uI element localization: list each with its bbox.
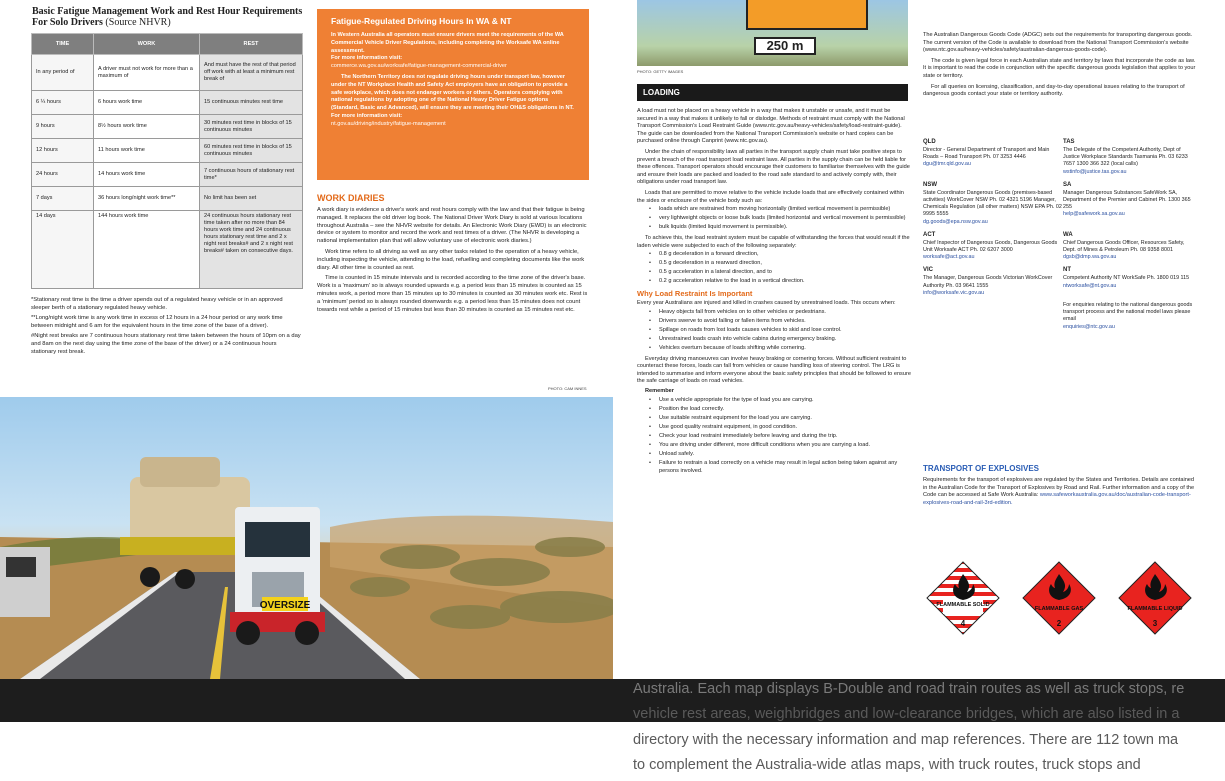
agency-text: State Coordinator Dangerous Goods (premises-based activities) WorkCover NSW Ph. 02 4321 5196 Manager, Chemicals Regulation (all other matters) NSW EPA Ph. 02 9995 5555 (923, 189, 1062, 218)
agency-email-link[interactable]: dgu@tmr.qld.gov.au (923, 161, 971, 168)
sign-board (746, 0, 868, 30)
hazard-class: 4 (960, 619, 966, 628)
wa-link[interactable]: commerce.wa.gov.au/worksafe/fatigue-management-commercial-driver (331, 63, 507, 70)
explosives-title: TRANSPORT OF EXPLOSIVES (923, 464, 1040, 473)
footnote: **Long/night work time is any work time in excess of 12 hours in a 24 hour period or any work time between midnight and 6 am for the equivalent hours in the time zone of the base of a driver). (31, 315, 283, 329)
table-cell: 36 hours long/night work time** (94, 187, 200, 211)
body-text-line: vehicle rest areas, weighbridges and low-clearance bridges, which are also listed in a (633, 706, 1180, 722)
work-diaries-paragraph: Work time refers to all driving as well as any other tasks related to the operation of a heavy vehicle, including inspecting the vehicle, attending to the load, refuelling and completing documents like the work diary. All other time is counted as rest. (317, 248, 585, 271)
agency-vic (923, 266, 1063, 297)
agency-email-link[interactable]: info@worksafe.vic.gov.au (923, 289, 985, 296)
flammable-gas-icon (1021, 560, 1097, 636)
agency-email-link[interactable]: enquiries@ntc.gov.au (1063, 323, 1115, 330)
work-diaries-paragraph: Time is counted in 15 minute intervals and is recorded according to the time zone of the driver's base. Work is a 'maximum' so is always rounded upwards e.g. a period less than 15 minutes is counted as 15 minutes work, a period more than 15 minutes up to 30 minutes is counted as 30 minutes work etc. Rest is a 'minimum' period so is always rounded downwards e.g. a period less than 15 minutes does not count towards rest while a period of 15 minutes but less than 30 minutes is counted as 15 minutes rest etc. (317, 275, 588, 313)
fatigue-subtitle: For Solo Drivers (32, 17, 103, 28)
table-row (32, 139, 303, 163)
hazard-label: FLAMMABLE LIQUID (1127, 606, 1183, 612)
agency-act (923, 231, 1063, 262)
table-cell: 144 hours work time (94, 211, 200, 289)
list-item: • Use good quality restraint equipment, in good condition. (637, 424, 911, 432)
body-text-line: directory with the necessary information and map references. There are 112 town ma (633, 732, 1179, 748)
loading-paragraph: Loads that are permitted to move relative to the vehicle include loads that are effectively contained within the sides or enclosure of the vehicle body such as: (637, 189, 904, 204)
column-header: TIME (32, 34, 94, 55)
fatigue-table (31, 33, 303, 289)
list-item: • 0.5 g acceleration in a lateral direction, and to (637, 269, 911, 277)
fatigue-source: (Source NHVR) (105, 17, 171, 28)
sign-distance: 250 m (754, 37, 816, 55)
wa-nt-paragraph: In Western Australia all operators must ensure drivers meet the requirements of the WA Commercial Vehicle Driver Regulations, including completing the Worksafe WA online assessment. (331, 32, 564, 54)
table-row (32, 187, 303, 211)
table-cell: 60 minutes rest time in blocks of 15 continuous minutes (200, 139, 303, 163)
footnote: *Stationary rest time is the time a driver spends out of a regulated heavy vehicle or in an approved sleeper berth of a stationary regulated heavy vehicle. (31, 297, 283, 311)
loading-paragraph: Under the chain of responsibility laws all parties in the transport supply chain must take positive steps to prevent a breach of the road transport load restraint laws. All parties in the supply chain can be held liable for these offences. Transport operators should encourage their customers to familiarise themselves with the guide and ensure their loads are packed and loaded to the road safe standard to and actively comply with, their obligations under road transport law. (637, 148, 910, 186)
adgc-paragraph: The code is given legal force in each Australian state and territory by laws that incorporate the code as law. It is important to read the code in conjunction with the specific dangerous goods legislation that applies to your state or territory. (923, 57, 1196, 79)
flammable-solid-icon (925, 560, 1001, 636)
list-item: • loads which are restrained from moving horizontally (limited vertical movement is permissible) (637, 206, 911, 214)
table-cell: 14 hours work time (94, 163, 200, 187)
agency-state: NSW (923, 181, 937, 188)
table-header-row (32, 34, 303, 55)
agency-state: NT (1063, 267, 1071, 274)
footnote: #Night rest breaks are 7 continuous hours stationary rest time taken between the hours of 10pm on a day and 8am on the next day using the time zone of the base of the driver) or a 24 continuous hours stationary rest break. (31, 333, 301, 355)
agency-spacer (923, 302, 1063, 331)
load-type-list (637, 206, 911, 232)
table-cell: No limit has been set (200, 187, 303, 211)
agency-text: For enquiries relating to the national dangerous goods transport process and the national model laws please email (1063, 302, 1193, 323)
list-item: • Use suitable restraint equipment for the load you are carrying. (637, 415, 911, 423)
list-item: • Check your load restraint immediately before leaving and during the trip. (637, 433, 911, 441)
loading-heading: LOADING (637, 84, 908, 101)
table-cell: 6 hours work time (94, 91, 200, 115)
work-diaries-section (317, 192, 589, 317)
crash-cause-list (637, 309, 911, 353)
loading-paragraph: Everyday driving manoeuvres can involve heavy braking or cornering forces. Without sufficient restraint to counteract these forces, loads can fall from vehicles or cause handling loss of steering control. The LRG is intended to summarise and inform everyone about the basic safety principles that should be followed to ensure the safe carriage of loads on road vehicles. (637, 355, 911, 385)
list-item: • Position the load correctly. (637, 406, 911, 414)
explosives-text: Requirements for the transport of explosives are regulated by the States and Territories. Details are contained in the Australian Code for the Transport of Explosives by Road and Rail. Further information and a copy of the Code can be accessed at Safe Work Australia: (923, 477, 1195, 499)
agency-state: SA (1063, 181, 1072, 188)
agency-email-link[interactable]: ntworksafe@nt.gov.au (1063, 282, 1117, 289)
table-row (32, 91, 303, 115)
explosives-link[interactable]: www.safeworkaustralia.gov.au/doc/australian-code-transport-explosives-road-and-rail-3rd-edition. (923, 492, 1191, 506)
adgc-intro (923, 32, 1198, 102)
agency-sa (1063, 181, 1198, 226)
remember-label: Remember (645, 387, 674, 394)
photo-credit: PHOTO: GETTY IMAGES (637, 69, 684, 74)
fatigue-title (32, 6, 312, 28)
list-item: • Unload safely. (637, 451, 911, 459)
hazard-label: FLAMMABLE GAS (1034, 606, 1084, 612)
list-item: • very lightweight objects or loose bulk loads (limited horizontal and vertical movement is permissible) (637, 215, 911, 223)
loading-section (637, 108, 911, 478)
loading-paragraph: Every year Australians are injured and killed in crashes caused by unrestrained loads. This occurs when: (637, 299, 896, 306)
loading-paragraph: A load must not be placed on a heavy vehicle in a way that makes it unstable or unsafe, and it must be secured in a way that makes it unlikely to fall or dislodge. Methods of restraint must comply with the National Transport Commission's Load Restraint Guide (www.ntc.gov.au/heavy-vehicles/safety/load-restraint-guide). The guide can be downloaded from the National Transport Commission's website or hard copies can be purchased online through Canprint (www.ntc.gov.au). (637, 108, 905, 145)
force-list (637, 251, 911, 286)
hazard-class: 3 (1152, 619, 1158, 628)
table-row (32, 211, 303, 289)
agency-text: Director - General Department of Transport and Main Roads – Road Transport Ph. 07 3253 4446 (923, 147, 1050, 161)
agency-email-link[interactable]: wstinfo@justice.tas.gov.au (1063, 168, 1127, 175)
agency-email-link[interactable]: worksafe@act.gov.au (923, 254, 975, 261)
table-cell: A driver must not work for more than a maximum of (94, 55, 200, 91)
table-cell: 12 hours (32, 139, 94, 163)
list-item: • 0.5 g deceleration in a rearward direction, (637, 260, 911, 268)
table-cell: 7 days (32, 187, 94, 211)
wa-nt-more: For more information visit: (331, 55, 403, 62)
list-item: • Spillage on roads from lost loads causes vehicles to skid and lose control. (637, 327, 911, 335)
why-load-restraint-heading: Why Load Restraint Is Important (637, 288, 753, 298)
nt-paragraph: The Northern Territory does not regulate driving hours under transport law, however under the NT Workplace Health and Safety Act employers have an obligation to provide a safe workplace, which does not endanger workers or others. Operators complying with national regulations by adopting one of the National Heavy Driver Fatigue options (Standard, Basic and Advanced), will ensure they are meeting their OH&S obligations in NT. (331, 73, 574, 112)
fatigue-title-line: Basic Fatigue Management Work and Rest Hour Requirements (32, 6, 303, 17)
table-cell: 30 minutes rest time in blocks of 15 continuous minutes (200, 115, 303, 139)
wa-nt-box (317, 9, 589, 180)
agency-ntc (1063, 302, 1198, 331)
work-diaries-title: WORK DIARIES (317, 193, 385, 203)
agency-qld (923, 138, 1063, 176)
list-item: • Unrestrained loads crash into vehicle cabins during emergency braking. (637, 336, 911, 344)
agency-state: QLD (923, 139, 936, 145)
agency-text: Competent Authority NT WorkSafe Ph. 1800 019 115 (1063, 275, 1190, 282)
agency-directory (923, 138, 1198, 336)
table-cell: 24 hours (32, 163, 94, 187)
list-item: • Drivers swerve to avoid falling or fallen items from vehicles. (637, 318, 911, 326)
table-cell: 9 hours (32, 115, 94, 139)
truck-photo (0, 397, 613, 679)
agency-text: The Delegate of the Competent Authority, Dept of Justice Workplace Standards Tasmania Ph. 03 6233 7657 1300 366 322 (local calls) (1063, 147, 1188, 168)
table-cell: And must have the rest of that period off work with at least a minimum rest break of (200, 55, 303, 91)
agency-state: WA (1063, 231, 1073, 238)
flammable-liquid-icon (1117, 560, 1193, 636)
body-text-line: to complement the Australia-wide atlas maps, with truck routes, truck stops and (633, 757, 1141, 773)
nt-more: For more information visit: (331, 112, 403, 119)
agency-text: The Manager, Dangerous Goods Victorian WorkCover Authority Ph. 03 9641 1555 (923, 275, 1053, 289)
list-item: • 0.2 g acceleration relative to the load in a vertical direction. (637, 278, 911, 286)
adgc-paragraph: For all queries on licensing, classification, and day-to-day operational issues relating to the transport of dangerous goods contact your state or territory authority. (923, 83, 1185, 98)
table-cell: 24 continuous hours stationary rest time taken after no more than 84 hours work time and 24 continuous hours stationary rest time and 2 x night rest breaks# and 2 x night rest breaks# taken on consecutive days. (200, 211, 303, 289)
table-cell: 8½ hours work time (94, 115, 200, 139)
list-item: • Vehicles overturn because of loads shifting while cornering. (637, 345, 911, 353)
list-item: • bulk liquids (limited liquid movement is permissible). (637, 224, 911, 232)
table-row (32, 163, 303, 187)
work-diaries-paragraph: A work diary is evidence a driver's work and rest hours comply with the law and that their fatigue is being managed. It replaces the old driver log book. The National Driver Work Diary is sold at various locations throughout Australia – see the NHVR website for details. An Electronic Work Diary (EWD) is an electronic device or system to monitor and record the work and rest times of a driver. (The NHVR is developing a national implementation plan that will allow voluntary use of electronic work diaries.) (317, 207, 587, 245)
column-header: REST (200, 34, 303, 55)
table-cell: 14 days (32, 211, 94, 289)
column-header: WORK (94, 34, 200, 55)
adgc-paragraph: The Australian Dangerous Goods Code (ADGC) sets out the requirements for transporting dangerous goods. The current version of the Code is available to download from the National Transport Commission's website (www.ntc.gov.au/heavy-vehicles/safety/australian-dangerous-goods-code). (923, 32, 1193, 54)
remember-list (637, 397, 911, 476)
body-text-line: Australia. Each map displays B-Double and road train routes as well as truck stops, re (633, 681, 1185, 697)
agency-nsw (923, 181, 1063, 226)
hazard-class: 2 (1056, 619, 1062, 628)
list-item: • Failure to restrain a load correctly on a vehicle may result in legal action being taken against any persons involved. (637, 460, 911, 475)
table-row (32, 55, 303, 91)
oversize-plate: OVERSIZE (259, 600, 311, 611)
fatigue-notes (31, 296, 301, 358)
table-cell: 15 continuous minutes rest time (200, 91, 303, 115)
explosives-section (923, 463, 1198, 507)
wa-nt-title: Fatigue-Regulated Driving Hours In WA & NT (331, 16, 512, 26)
agency-state: VIC (923, 267, 934, 274)
table-cell: 11 hours work time (94, 139, 200, 163)
list-item: • Heavy objects fall from vehicles on to other vehicles or pedestrians. (637, 309, 911, 317)
list-item: • 0.8 g deceleration in a forward direction, (637, 251, 911, 259)
agency-text: Manager Dangerous Substances SafeWork SA, Department of the Premier and Cabinet Ph. 1300 365 255 (1063, 189, 1191, 211)
table-cell: 6 ¼ hours (32, 91, 94, 115)
agency-wa (1063, 231, 1198, 262)
nt-link[interactable]: nt.gov.au/driving/industry/fatigue-management (331, 120, 446, 127)
list-item: • Use a vehicle appropriate for the type of load you are carrying. (637, 397, 911, 405)
agency-email-link[interactable]: dgsb@dmp.wa.gov.au (1063, 254, 1117, 261)
agency-tas (1063, 138, 1198, 176)
agency-state: TAS (1063, 139, 1075, 145)
agency-email-link[interactable]: dg.goods@epa.nsw.gov.au (923, 218, 988, 225)
agency-state: ACT (923, 231, 936, 238)
table-cell: In any period of (32, 55, 94, 91)
list-item: • You are driving under different, more difficult conditions when you are carrying a load. (637, 442, 911, 450)
truck-scene-image (0, 397, 613, 679)
agency-nt (1063, 266, 1198, 297)
agency-text: Chief Inspector of Dangerous Goods, Dangerous Goods Unit Worksafe ACT Ph. 02 6207 3000 (923, 239, 1058, 254)
table-row (32, 115, 303, 139)
hazard-label: FLAMMABLE SOLID (936, 602, 990, 608)
agency-text: Chief Dangerous Goods Officer, Resources Safety, Dept. of Mines & Petroleum Ph. 08 9358 8001 (1063, 239, 1185, 254)
agency-email-link[interactable]: help@safework.sa.gov.au (1063, 211, 1125, 218)
table-cell: 7 continuous hours of stationary rest time* (200, 163, 303, 187)
loading-paragraph: To achieve this, the load restraint system must be capable of withstanding the forces that would result if the laden vehicle were subjected to each of the following separately: (637, 234, 910, 249)
photo-credit: PHOTO: CAM INNES (548, 386, 587, 391)
